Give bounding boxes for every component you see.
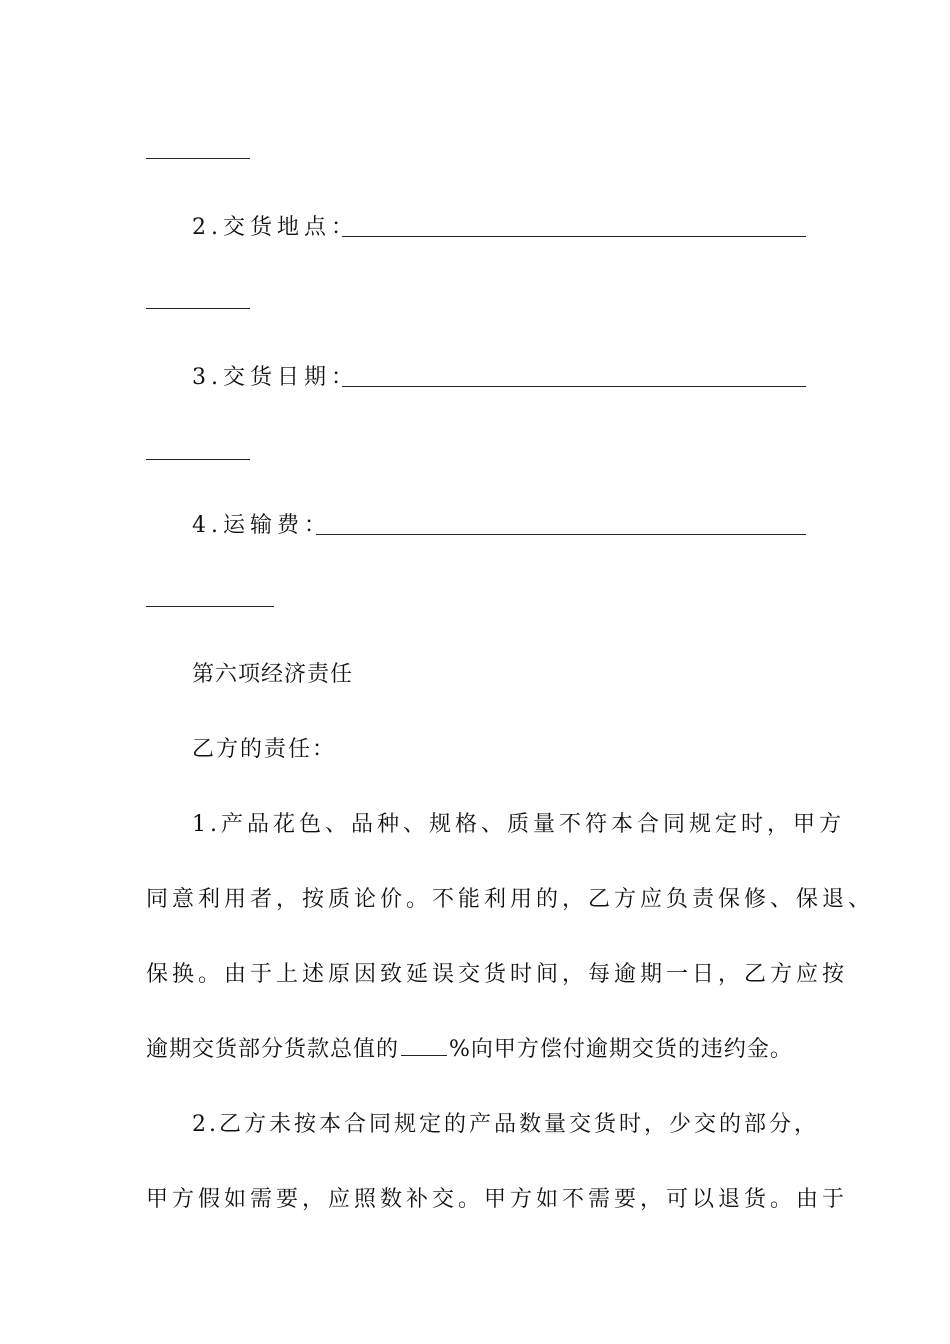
blank-line	[146, 308, 250, 309]
clause-2-line-1: 2.乙方未按本合同规定的产品数量交货时，少交的部分，	[192, 1112, 819, 1137]
clause-1-line-2: 同意利用者，按质论价。不能利用的，乙方应负责保修、保退、	[146, 887, 875, 912]
delivery-location-label: 2.交货地点：	[192, 215, 358, 240]
delivery-date-field[interactable]	[342, 386, 806, 387]
clause-1-line-4-after: %向甲方偿付逾期交货的违约金。	[449, 1037, 793, 1062]
blank-line	[146, 158, 250, 159]
delivery-date-label: 3.交货日期：	[192, 365, 358, 390]
clause-1-line-4-before: 逾期交货部分货款总值的	[146, 1037, 400, 1062]
freight-label: 4.运输费：	[192, 513, 331, 538]
clause-2-line-2: 甲方假如需要，应照数补交。甲方如不需要，可以退货。由于	[146, 1187, 849, 1212]
clause-1-line-4	[146, 1035, 793, 1065]
penalty-percent-blank[interactable]	[401, 1035, 447, 1056]
clause-1-line-1: 1.产品花色、品种、规格、质量不符本合同规定时，甲方	[192, 812, 845, 837]
delivery-location-field[interactable]	[342, 236, 806, 237]
section-title: 第六项经济责任	[192, 662, 354, 687]
clause-1-line-3: 保换。由于上述原因致延误交货时间，每逾期一日，乙方应按	[146, 962, 849, 987]
blank-line	[146, 459, 250, 460]
party-b-heading: 乙方的责任：	[192, 737, 337, 762]
freight-field[interactable]	[316, 534, 806, 535]
blank-line	[146, 606, 274, 607]
